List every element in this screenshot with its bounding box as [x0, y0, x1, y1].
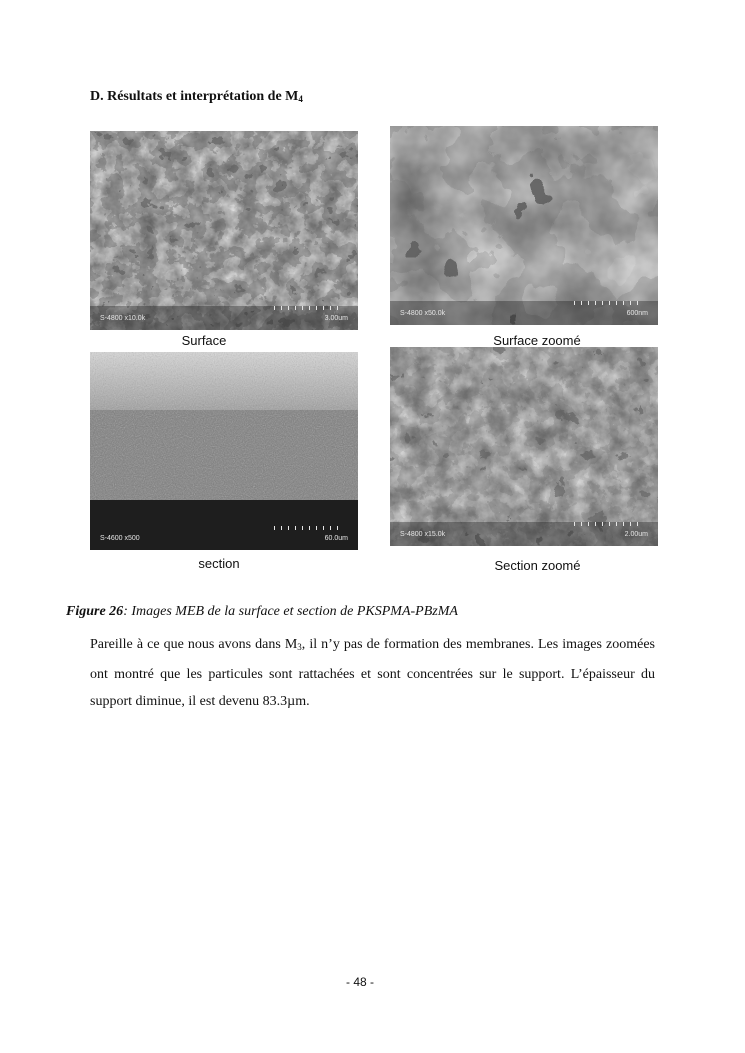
sem-metadata: S-4600 x500 [100, 535, 140, 542]
sem-metadata: S-4800 x50.0k [400, 310, 446, 317]
sem-metadata: S-4800 x10.0k [100, 315, 146, 322]
figure-label: Figure 26 [66, 604, 124, 619]
sem-image-surface-zoom [390, 126, 658, 325]
scale-bar [574, 301, 644, 305]
scale-bar [274, 306, 344, 310]
section-heading: D. Résultats et interprétation de $M_4$ [90, 89, 303, 104]
figure-caption [66, 604, 458, 620]
image-caption-section-zoom: Section zoomé [494, 558, 581, 573]
scale-label: 2.00um [624, 531, 648, 538]
scale-label: 60.0um [324, 535, 348, 542]
scale-bar [274, 526, 344, 530]
scale-label: 3.00um [324, 315, 348, 322]
image-caption-section: section [198, 556, 240, 571]
image-caption-surface: Surface [181, 333, 227, 348]
scale-label: 600nm [626, 310, 648, 317]
sem-image-surface [90, 131, 358, 330]
sem-image-section [90, 352, 358, 550]
sem-image-section-zoom [390, 347, 658, 546]
sem-metadata: S-4800 x15.0k [400, 531, 446, 538]
image-caption-surface-zoom: Surface zoomé [493, 333, 581, 348]
body-paragraph: Pareille à ce que nous avons dans $M_3$, il n’y pas de formation des membranes. Les images zoomées ont montré que les particules sont rattachées et sont concentrées sur le support. L’épaisseur du support diminue, il est devenu 83.3µm. [90, 637, 655, 709]
page-number: - 48 - [345, 975, 374, 989]
figure-text: : Images MEB de la surface et section de PKSPMA-PBzMA [123, 604, 458, 619]
scale-bar [574, 522, 644, 526]
